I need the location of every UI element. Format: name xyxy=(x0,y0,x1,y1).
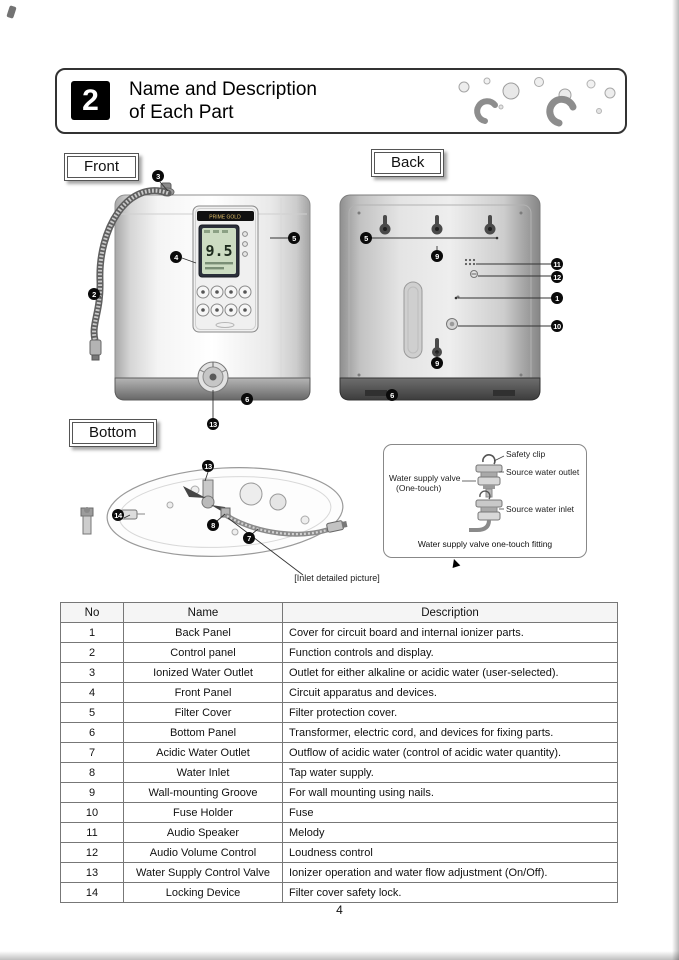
part-name: Fuse Holder xyxy=(124,803,283,823)
bubbles-decoration-icon xyxy=(449,73,619,129)
inlet-detail-inset xyxy=(383,444,587,558)
table-row xyxy=(61,723,618,743)
table-row xyxy=(61,663,618,683)
callout-5-icon: 5 xyxy=(288,232,300,244)
page-title-line2: of Each Part xyxy=(129,102,234,123)
part-desc: Circuit apparatus and devices. xyxy=(283,683,618,703)
handle-groove-icon xyxy=(404,282,422,358)
inlet-detail-caption: [Inlet detailed picture] xyxy=(294,573,380,583)
lcd-value: 9.5 xyxy=(205,242,233,260)
parts-table xyxy=(60,602,618,903)
table-row xyxy=(61,783,618,803)
part-desc: For wall mounting using nails. xyxy=(283,783,618,803)
part-no: 8 xyxy=(61,763,124,783)
part-name: Water Inlet xyxy=(124,763,283,783)
part-name: Front Panel xyxy=(124,683,283,703)
table-row xyxy=(61,823,618,843)
table-header-row xyxy=(61,603,618,623)
part-desc: Fuse xyxy=(283,803,618,823)
part-name: Water Supply Control Valve xyxy=(124,863,283,883)
table-row xyxy=(61,843,618,863)
part-desc: Filter protection cover. xyxy=(283,703,618,723)
control-panel-icon xyxy=(193,206,258,332)
part-no: 10 xyxy=(61,803,124,823)
part-desc: Outlet for either alkaline or acidic water (user-selected). xyxy=(283,663,618,683)
source-inlet-label: Source water inlet xyxy=(506,504,575,514)
part-no: 11 xyxy=(61,823,124,843)
safety-clip-label: Safety clip xyxy=(506,449,546,459)
part-desc: Function controls and display. xyxy=(283,643,618,663)
table-row xyxy=(61,703,618,723)
part-no: 6 xyxy=(61,723,124,743)
table-row xyxy=(61,643,618,663)
back-device-illustration xyxy=(335,185,560,415)
part-name: Back Panel xyxy=(124,623,283,643)
inset-caption: Water supply valve one-touch fitting xyxy=(417,539,553,549)
part-no: 5 xyxy=(61,703,124,723)
page-number: 4 xyxy=(336,903,343,917)
page-edge-bottom xyxy=(0,951,679,960)
callout-5b-icon: 5 xyxy=(360,232,372,244)
header-description: Description xyxy=(283,603,618,623)
back-view-label-text: Back xyxy=(374,152,441,174)
table-row xyxy=(61,623,618,643)
part-desc: Loudness control xyxy=(283,843,618,863)
part-name: Bottom Panel xyxy=(124,723,283,743)
scan-artifact xyxy=(6,5,16,19)
callout-4-icon: 4 xyxy=(170,251,182,263)
section-header xyxy=(55,68,627,134)
part-desc: Cover for circuit board and internal ionizer parts. xyxy=(283,623,618,643)
table-row xyxy=(61,803,618,823)
callout-9b-icon: 9 xyxy=(431,357,443,369)
callout-12-icon: 12 xyxy=(551,271,563,283)
part-no: 1 xyxy=(61,623,124,643)
callout-6-icon: 6 xyxy=(241,393,253,405)
part-no: 7 xyxy=(61,743,124,763)
part-name: Control panel xyxy=(124,643,283,663)
callout-6b-icon: 6 xyxy=(386,389,398,401)
header-no: No xyxy=(61,603,124,623)
part-no: 9 xyxy=(61,783,124,803)
part-no: 2 xyxy=(61,643,124,663)
page-edge-right xyxy=(672,0,679,960)
part-name: Acidic Water Outlet xyxy=(124,743,283,763)
part-name: Locking Device xyxy=(124,883,283,903)
callout-8-icon: 8 xyxy=(207,519,219,531)
callout-9-icon: 9 xyxy=(431,250,443,262)
up-arrow-icon: ▲ xyxy=(445,552,464,572)
section-number: 2 xyxy=(71,81,110,120)
source-outlet-label: Source water outlet xyxy=(506,467,580,477)
water-control-knob-icon xyxy=(198,362,228,392)
part-name: Audio Volume Control xyxy=(124,843,283,863)
callout-14-icon: 14 xyxy=(112,509,124,521)
part-desc: Tap water supply. xyxy=(283,763,618,783)
part-no: 14 xyxy=(61,883,124,903)
part-no: 4 xyxy=(61,683,124,703)
table-row xyxy=(61,683,618,703)
part-name: Audio Speaker xyxy=(124,823,283,843)
page-title-line1: Name and Description xyxy=(129,79,317,100)
front-view-label-text: Front xyxy=(67,156,136,178)
table-row xyxy=(61,743,618,763)
callout-1-icon: 1 xyxy=(551,292,563,304)
bottom-view-label xyxy=(69,419,157,447)
front-view-label xyxy=(64,153,139,181)
part-name: Filter Cover xyxy=(124,703,283,723)
callout-13-icon: 13 xyxy=(207,418,219,430)
callout-13b-icon: 13 xyxy=(202,460,214,472)
part-desc: Filter cover safety lock. xyxy=(283,883,618,903)
page-title xyxy=(129,78,317,124)
table-row xyxy=(61,763,618,783)
part-desc: Outflow of acidic water (control of acidic water quantity). xyxy=(283,743,618,763)
front-device-illustration xyxy=(85,178,320,433)
part-name: Ionized Water Outlet xyxy=(124,663,283,683)
callout-11-icon: 11 xyxy=(551,258,563,270)
part-desc: Ionizer operation and water flow adjustment (On/Off). xyxy=(283,863,618,883)
header-name: Name xyxy=(124,603,283,623)
left-fitting-icon xyxy=(81,507,93,534)
part-no: 13 xyxy=(61,863,124,883)
callout-7-icon: 7 xyxy=(243,532,255,544)
callout-2-icon: 2 xyxy=(88,288,100,300)
part-desc: Transformer, electric cord, and devices for fixing parts. xyxy=(283,723,618,743)
part-desc: Melody xyxy=(283,823,618,843)
table-row xyxy=(61,883,618,903)
callout-3-icon: 3 xyxy=(152,170,164,182)
bottom-view-label-text: Bottom xyxy=(72,422,154,444)
part-name: Wall-mounting Groove xyxy=(124,783,283,803)
callout-10-icon: 10 xyxy=(551,320,563,332)
valve-label-line1: Water supply valve xyxy=(389,473,461,483)
part-no: 3 xyxy=(61,663,124,683)
part-no: 12 xyxy=(61,843,124,863)
back-view-label xyxy=(371,149,444,177)
table-row xyxy=(61,863,618,883)
brand-text: PRIME GOLD xyxy=(209,214,241,221)
valve-label-line2: (One-touch) xyxy=(396,483,442,493)
